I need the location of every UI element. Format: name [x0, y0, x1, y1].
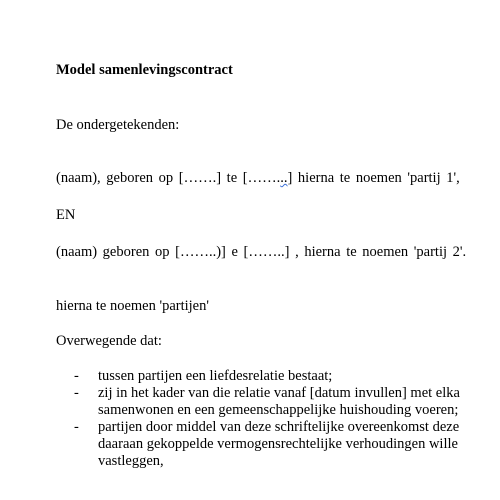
parties-label: hierna te noemen 'partijen'	[56, 298, 209, 314]
spellcheck-mark: ..	[280, 170, 288, 186]
considering-heading: Overwegende dat:	[56, 333, 162, 349]
bullet-dash: -	[74, 385, 79, 401]
list-item	[74, 368, 460, 385]
list-item-line: zij in het kader van die relatie vanaf [datum invullen] met elka	[98, 385, 460, 401]
list-item-line: daaraan gekoppelde vermogensrechtelijke verhoudingen wille	[98, 436, 458, 452]
party-2-line: (naam) geboren op [……..)] e [……..] , hierna te noemen 'partij 2'.	[56, 244, 467, 260]
party-1-suffix: ] hierna te noemen 'partij 1',	[287, 170, 460, 186]
considerations-list	[74, 368, 460, 470]
intro-text: De ondergetekenden:	[56, 117, 180, 133]
document-title: Model samenlevingscontract	[56, 62, 233, 78]
list-item-line: vastleggen,	[98, 453, 164, 469]
list-item-line: partijen door middel van deze schriftelijke overeenkomst deze	[98, 419, 460, 435]
and-separator: EN	[56, 207, 76, 223]
bullet-dash: -	[74, 419, 79, 435]
party-1-line	[56, 170, 460, 187]
bullet-dash: -	[74, 368, 79, 384]
list-item-line: samenwonen en een gemeenschappelijke huishouding voeren;	[98, 402, 459, 418]
list-item	[74, 385, 460, 419]
list-item-line: tussen partijen een liefdesrelatie bestaat;	[98, 368, 333, 384]
list-item	[74, 419, 460, 470]
party-1-prefix: (naam), geboren op […….] te […….	[56, 170, 281, 186]
